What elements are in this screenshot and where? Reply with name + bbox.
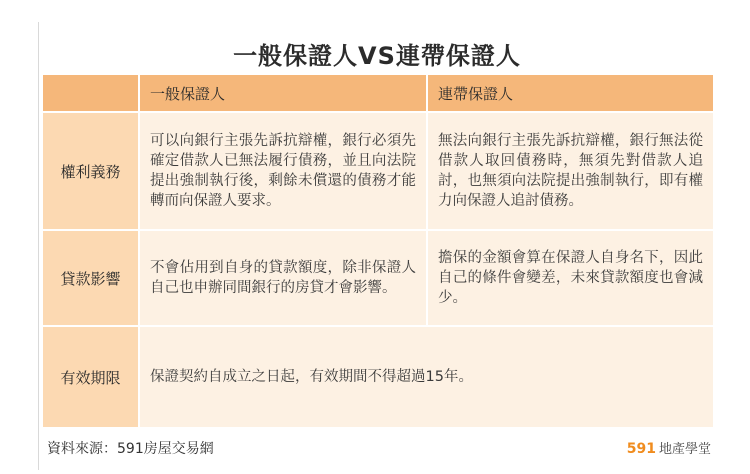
comparison-table xyxy=(41,73,715,429)
source-note: 資料來源：591房屋交易網 xyxy=(47,441,214,457)
header-corner xyxy=(42,74,139,112)
cell-rights-joint: 無法向銀行主張先訴抗辯權，銀行無法從借款人取回債務時，無須先對借款人追討，也無須向法院提出強制執行，即有權力向保證人追討債務。 xyxy=(427,112,714,230)
brand-logo xyxy=(627,438,711,457)
header-general-guarantor: 一般保證人 xyxy=(139,74,427,112)
page-title: 一般保證人VS連帶保證人 xyxy=(233,42,521,70)
header-joint-guarantor: 連帶保證人 xyxy=(427,74,714,112)
row-label-loan-impact: 貸款影響 xyxy=(42,230,139,326)
cell-rights-general: 可以向銀行主張先訴抗辯權，銀行必須先確定借款人已無法履行債務，並且向法院提出強制執行後，剩餘未償還的債務才能轉而向保證人要求。 xyxy=(139,112,427,230)
logo-text: 地產學堂 xyxy=(658,442,711,457)
cell-loan-impact-joint: 擔保的金額會算在保證人自身名下，因此自己的條件會變差，未來貸款額度也會減少。 xyxy=(427,230,714,326)
row-label-validity: 有效期限 xyxy=(42,326,139,428)
row-label-rights: 權利義務 xyxy=(42,112,139,230)
table-header-row xyxy=(42,74,714,112)
table-row-loan-impact xyxy=(42,230,714,326)
cell-validity: 保證契約自成立之日起，有效期間不得超過15年。 xyxy=(139,326,714,428)
logo-number: 591 xyxy=(626,441,656,457)
infographic-frame xyxy=(38,22,715,470)
cell-loan-impact-general: 不會佔用到自身的貸款額度，除非保證人自己也申辦同間銀行的房貸才會影響。 xyxy=(139,230,427,326)
table-row-rights xyxy=(42,112,714,230)
table-row-validity xyxy=(42,326,714,428)
